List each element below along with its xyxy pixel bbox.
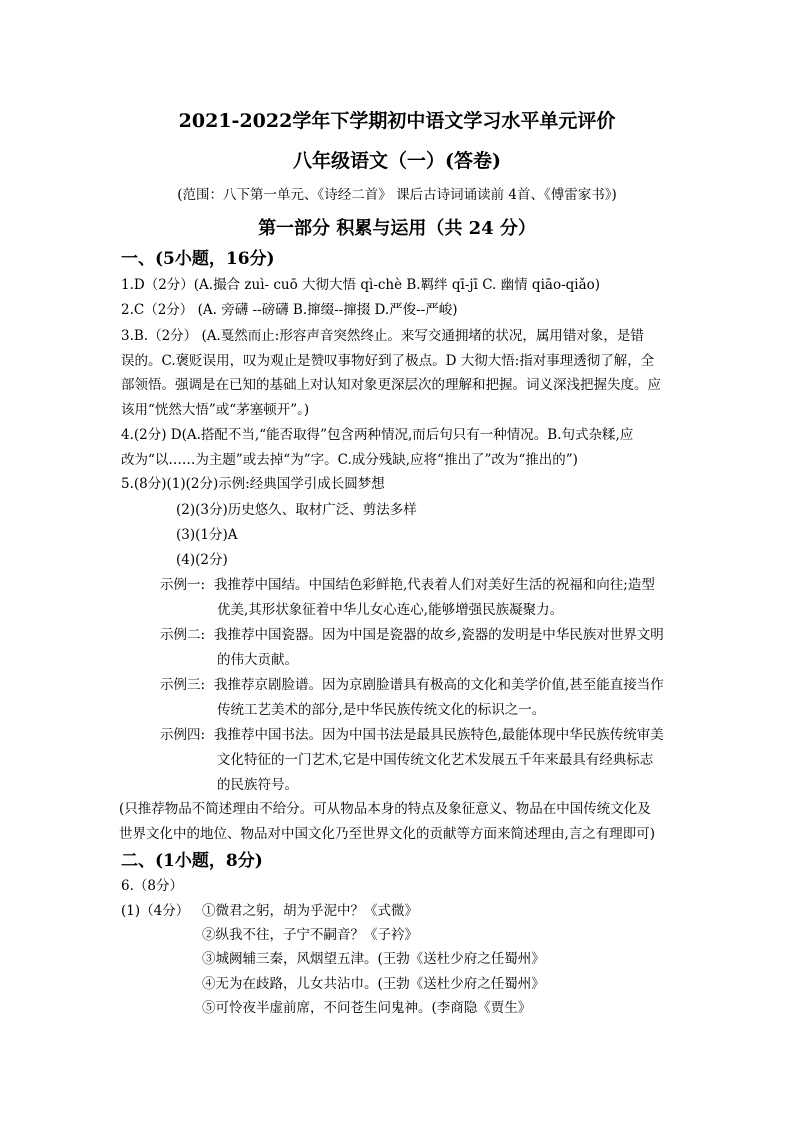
section2-heading: 二、(1小题，8分) (121, 851, 263, 871)
answer-q3-line: 部领悟。强调是在已知的基础上对认知对象更深层次的理解和把握。词义深浅把握失度。应 (121, 377, 661, 393)
part-title: 第一部分 积累与运用（共 24 分） (258, 218, 536, 239)
example-text: 传统工艺美术的部分,是中华民族传统文化的标识之一。 (217, 702, 546, 718)
answer-q3-line: 3.B.（2分） (A.戛然而止:形容声音突然终止。来写交通拥堵的状况，属用错对象，是错 (121, 328, 644, 344)
example-text: 的伟大贡献。 (217, 652, 298, 668)
example-text: 我推荐中国书法。因为中国书法是最具民族特色,最能体现中华民族传统审美 (214, 727, 664, 743)
example-text: 我推荐中国瓷器。因为中国是瓷器的故乡,瓷器的发明是中华民族对世界文明 (214, 627, 664, 643)
poem-answer: ⑤可怜夜半虚前席，不问苍生问鬼神。(李商隐《贾生》 (202, 1000, 532, 1016)
example-label: 示例三: (160, 677, 206, 693)
answer-q5-part3: (3)(1分)A (176, 527, 238, 543)
example-text: 我推荐中国结。中国结色彩鲜艳,代表着人们对美好生活的祝福和向往;造型 (214, 577, 655, 593)
poem-answer: ③城阙辅三秦，风烟望五津。(王勃《送杜少府之任蜀州》 (202, 951, 545, 967)
answer-q3-line: 该用“恍然大悟”或“茅塞顿开”。) (121, 402, 310, 418)
answer-q5-lead: 5.(8分)(1)(2分)示例:经典国学引成长圆梦想 (121, 476, 385, 492)
answer-q6: 6.（8分） (121, 878, 183, 894)
exam-subtitle: 八年级语文（一）(答卷) (293, 150, 501, 172)
example-text: 的民族符号。 (217, 777, 298, 793)
answer-q1: 1.D（2分）(A.撮合 zuì- cuō 大彻大悟 qì-chè B.羁绊 qī-jī C. 幽情 qiāo-qiǎo) (121, 277, 601, 293)
poem-answer: ①微君之躬，胡为乎泥中？《式微》 (202, 903, 418, 919)
example-text: 优美,其形状象征着中华儿女心连心,能够增强民族凝聚力。 (217, 602, 564, 618)
answer-q4-line: 4.(2分) D(A.搭配不当,“能否取得”包含两种情况,而后句只有一种情况。B.句式杂糅,应 (121, 427, 634, 443)
example-label: 示例一: (160, 577, 206, 593)
answer-q6-1-label: (1)（4分） (121, 903, 190, 919)
poem-answer: ④无为在歧路，儿女共沾巾。(王勃《送杜少府之任蜀州》 (202, 976, 545, 992)
exam-title: 2021-2022学年下学期初中语文学习水平单元评价 (178, 110, 616, 132)
example-label: 示例二: (160, 627, 206, 643)
example-label: 示例四: (160, 727, 206, 743)
answer-q5-part2: (2)(3分)历史悠久、取材广泛、剪法多样 (176, 502, 417, 518)
answer-q2: 2.C（2分） (A. 旁礴 --磅礴 B.撺缀--撺掇 D.严俊--严峻) (121, 302, 458, 318)
section1-heading: 一、(5小题，16分) (121, 249, 275, 269)
example-text: 文化特征的一门艺术,它是中国传统文化艺术发展五千年来最具有经典标志 (217, 752, 654, 768)
exam-scope: (范围：八下第一单元、《诗经二首》 课后古诗词诵读前 4首、《傅雷家书》) (177, 187, 617, 203)
scoring-note: (只推荐物品不简述理由不给分。可从物品本身的特点及象征意义、物品在中国传统文化及 (119, 801, 651, 817)
answer-q3-line: 误的。C.褒贬误用，叹为观止是赞叹事物好到了极点。D 大彻大悟:指对事理透彻了解，全 (121, 353, 655, 369)
scoring-note: 世界文化中的地位、物品对中国文化乃至世界文化的贡献等方面来简述理由,言之有理即可) (119, 826, 656, 842)
example-text: 我推荐京剧脸谱。因为京剧脸谱具有极高的文化和美学价值,甚至能直接当作 (214, 677, 664, 693)
answer-q4-line: 改为“以……为主题”或去掉“为”字。C.成分残缺,应将“推出了”改为“推出的”) (121, 452, 578, 468)
poem-answer: ②纵我不往，子宁不嗣音？《子衿》 (202, 927, 418, 943)
answer-q5-part4: (4)(2分) (176, 552, 228, 568)
